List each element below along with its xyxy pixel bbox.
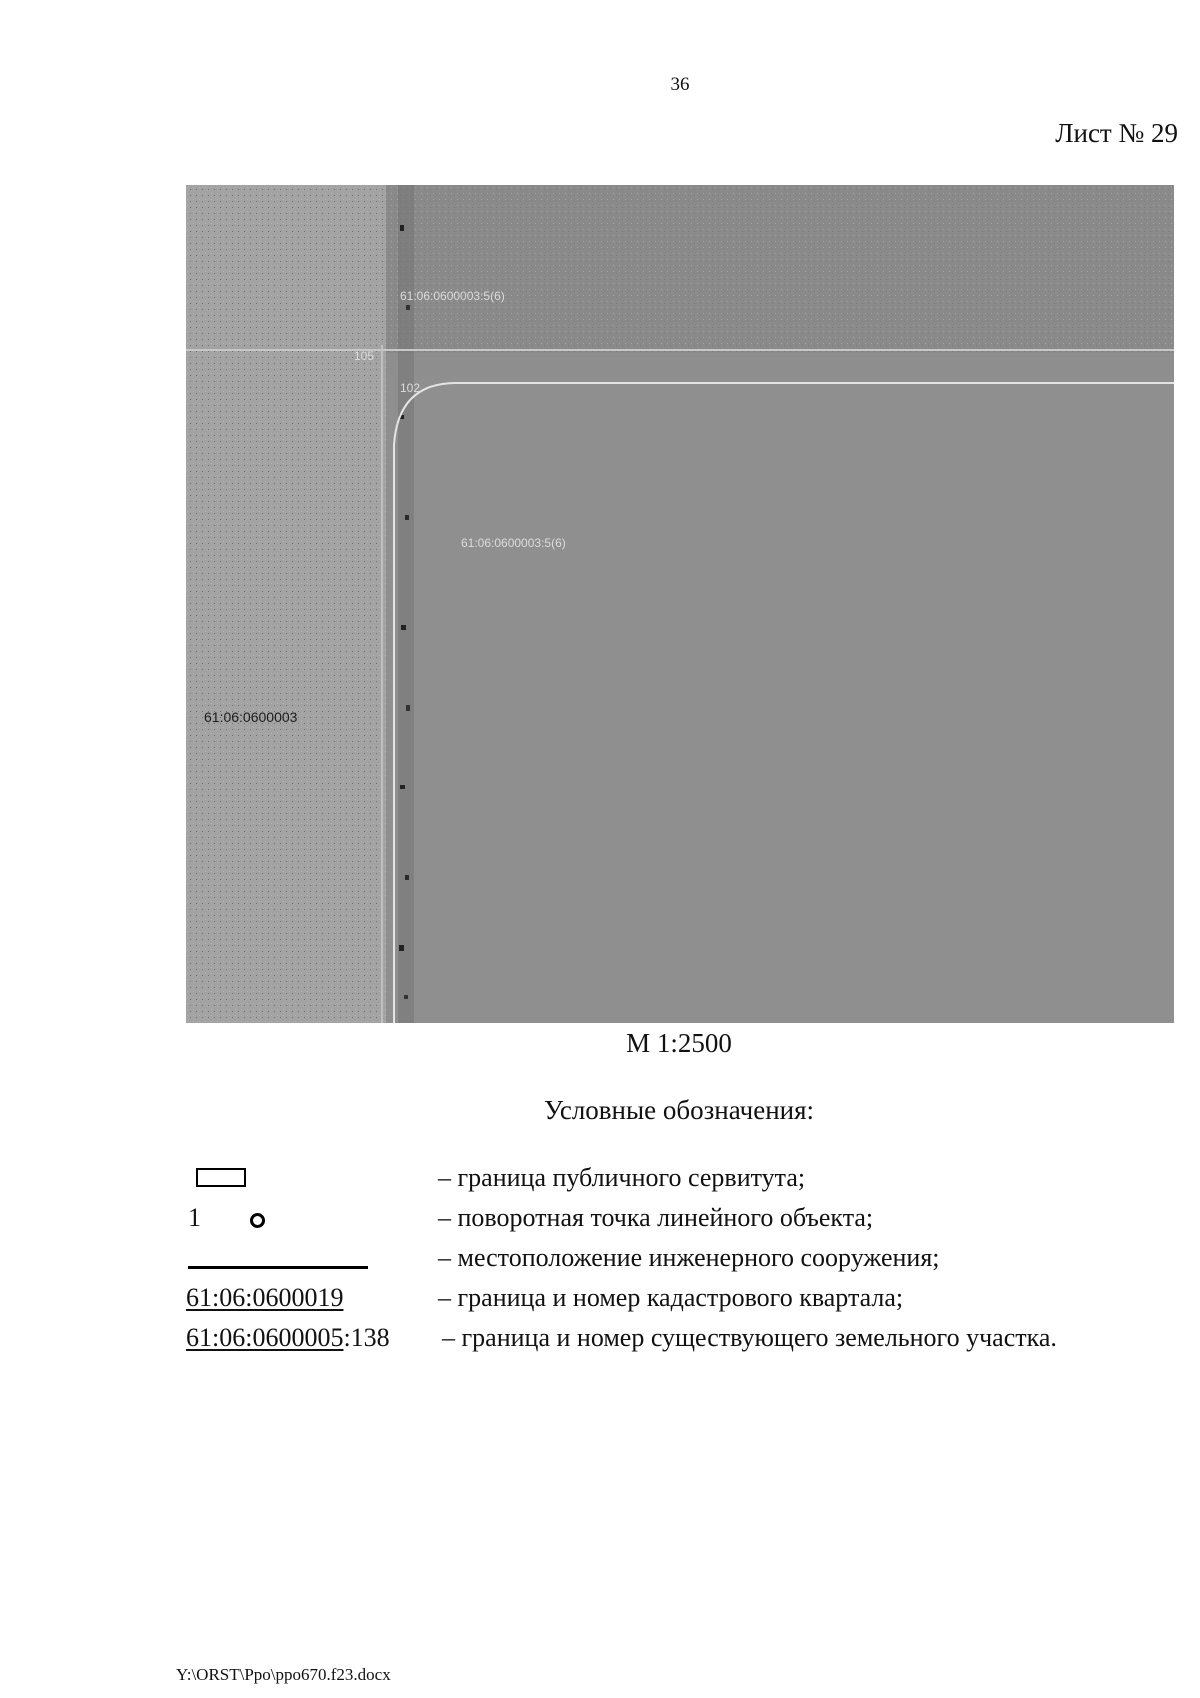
legend-description: – местоположение инженерного сооружения; — [438, 1243, 940, 1272]
map-label-point-102: 102 — [400, 381, 421, 395]
legend-item-engineering — [186, 1238, 1186, 1278]
page-number: 36 — [670, 74, 690, 95]
legend-symbol — [186, 1158, 426, 1198]
legend-item-quarter — [186, 1278, 1186, 1318]
engineering-line-icon — [188, 1266, 368, 1269]
legend-description: – поворотная точка линейного объекта; — [438, 1203, 874, 1232]
sheet-label: Лист № 29 — [1055, 118, 1178, 148]
legend-item-servitude — [186, 1158, 1186, 1198]
legend-description: – граница и номер существующего земельного участка. — [442, 1323, 1057, 1352]
parcel-number-part: :138 — [343, 1323, 390, 1352]
legend-description: – граница публичного сервитута; — [438, 1163, 806, 1192]
legend-symbol — [186, 1278, 426, 1318]
legend — [186, 1158, 1186, 1358]
scale-label: М 1:2500 — [626, 1028, 732, 1058]
legend-symbol — [186, 1318, 426, 1358]
parcel-quarter-part: 61:06:0600005 — [186, 1323, 344, 1352]
point-number: 1 — [188, 1203, 201, 1232]
map-canvas — [186, 185, 1174, 1023]
tree-belt — [398, 185, 414, 1023]
turning-point-icon — [250, 1213, 265, 1228]
legend-symbol — [186, 1238, 426, 1278]
map-label-parcel-upper: 61:06:0600003:5(6) — [400, 289, 505, 303]
quarter-number: 61:06:0600019 — [186, 1283, 344, 1312]
aerial-map — [186, 185, 1174, 1023]
legend-symbol — [186, 1198, 426, 1238]
legend-item-parcel — [186, 1318, 1186, 1358]
field-main — [386, 375, 1174, 1023]
map-label-quarter: 61:06:0600003 — [204, 709, 298, 725]
legend-title: Условные обозначения: — [543, 1095, 815, 1125]
legend-item-turning-point — [186, 1198, 1186, 1238]
legend-description: – граница и номер кадастрового квартала; — [438, 1283, 904, 1312]
map-label-parcel-main: 61:06:0600003:5(6) — [461, 536, 566, 550]
map-label-point-105: 105 — [354, 349, 375, 363]
footer-file-path: Y:\ORST\Ppo\ppo670.f23.docx — [176, 1665, 391, 1684]
servitude-boundary-icon — [196, 1168, 246, 1187]
